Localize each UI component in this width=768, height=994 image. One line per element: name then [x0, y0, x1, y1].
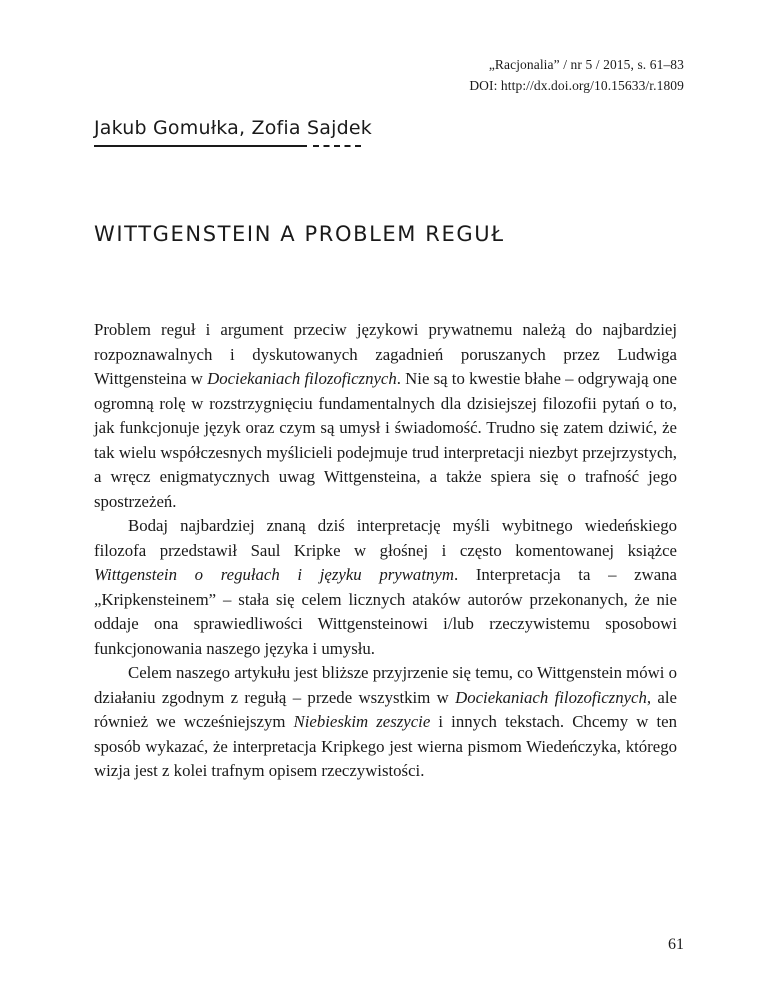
- journal-citation: „Racjonalia” / nr 5 / 2015, s. 61–83: [488, 57, 684, 72]
- paragraph-text: Bodaj najbardziej znaną dziś interpretację myśli wybitnego wiedeńskiego filozofa przedstawił Saul Kripke w głośnej i często komentowanej książce: [94, 516, 677, 560]
- paragraph-2: [94, 514, 677, 661]
- book-title: Niebieskim zeszycie: [293, 712, 431, 731]
- paragraph-3: [94, 661, 677, 784]
- author-names: Jakub Gomułka, Zofia Sajdek: [94, 117, 372, 139]
- book-title: Dociekaniach filozoficznych: [207, 369, 397, 388]
- author-dashed-underline: [313, 145, 361, 147]
- book-title: Wittgenstein o regułach i języku prywatnym: [94, 565, 454, 584]
- article-metadata: [469, 54, 684, 96]
- paragraph-text: i innych tekstach. Chcemy w ten sposób wykazać, że interpretacja Kripkego jest wierna pismom Wiedeńczyka, którego wizja jest z kolei trafnym opisem rzeczywistości.: [94, 712, 678, 780]
- article-title: WITTGENSTEIN A PROBLEM REGUŁ: [94, 222, 505, 246]
- paragraph-text: Problem reguł i argument przeciw językowi prywatnemu należą do najbardziej rozpoznawalnych i dyskutowanych zagadnień poruszanych przez Ludwiga Wittgensteina w: [94, 320, 677, 388]
- paragraph-1: [94, 318, 677, 514]
- doi-line: DOI: http://dx.doi.org/10.15633/r.1809: [469, 78, 684, 93]
- author-underline: [94, 145, 307, 147]
- paragraph-text: . Interpretacja ta – zwana „Kripkensteinem” – stała się celem licznych ataków autorów przekonanych, że nie oddaje ona sprawiedliwości Wittgensteinowi i/lub rzeczywistemu sposobowi funkcjonowania naszego języka i umysłu.: [94, 565, 677, 658]
- book-title: Dociekaniach filozoficznych: [455, 687, 647, 707]
- article-body: [94, 318, 677, 784]
- paragraph-text: , ale również we wcześniejszym: [94, 687, 677, 731]
- paragraph-text: . Nie są to kwestie błahe – odgrywają one ogromną rolę w rozstrzygnięciu fundamentalnych dla dzisiejszej filozofii pytań o to, jak funkcjonuje język oraz czym są umysł i świadomość. Trudno się zatem dziwić, że tak wielu współczesnych myślicieli podejmuje trud interpretacji niezbyt przejrzystych, a wręcz enigmatycznych uwag Wittgensteina, a także spiera się o trafność jego spostrzeżeń.: [94, 369, 677, 511]
- paragraph-text: Celem naszego artykułu jest bliższe przyjrzenie się temu, co Wittgenstein mówi o działaniu zgodnym z regułą – przede wszystkim w: [94, 663, 677, 707]
- page-number: 61: [668, 936, 684, 953]
